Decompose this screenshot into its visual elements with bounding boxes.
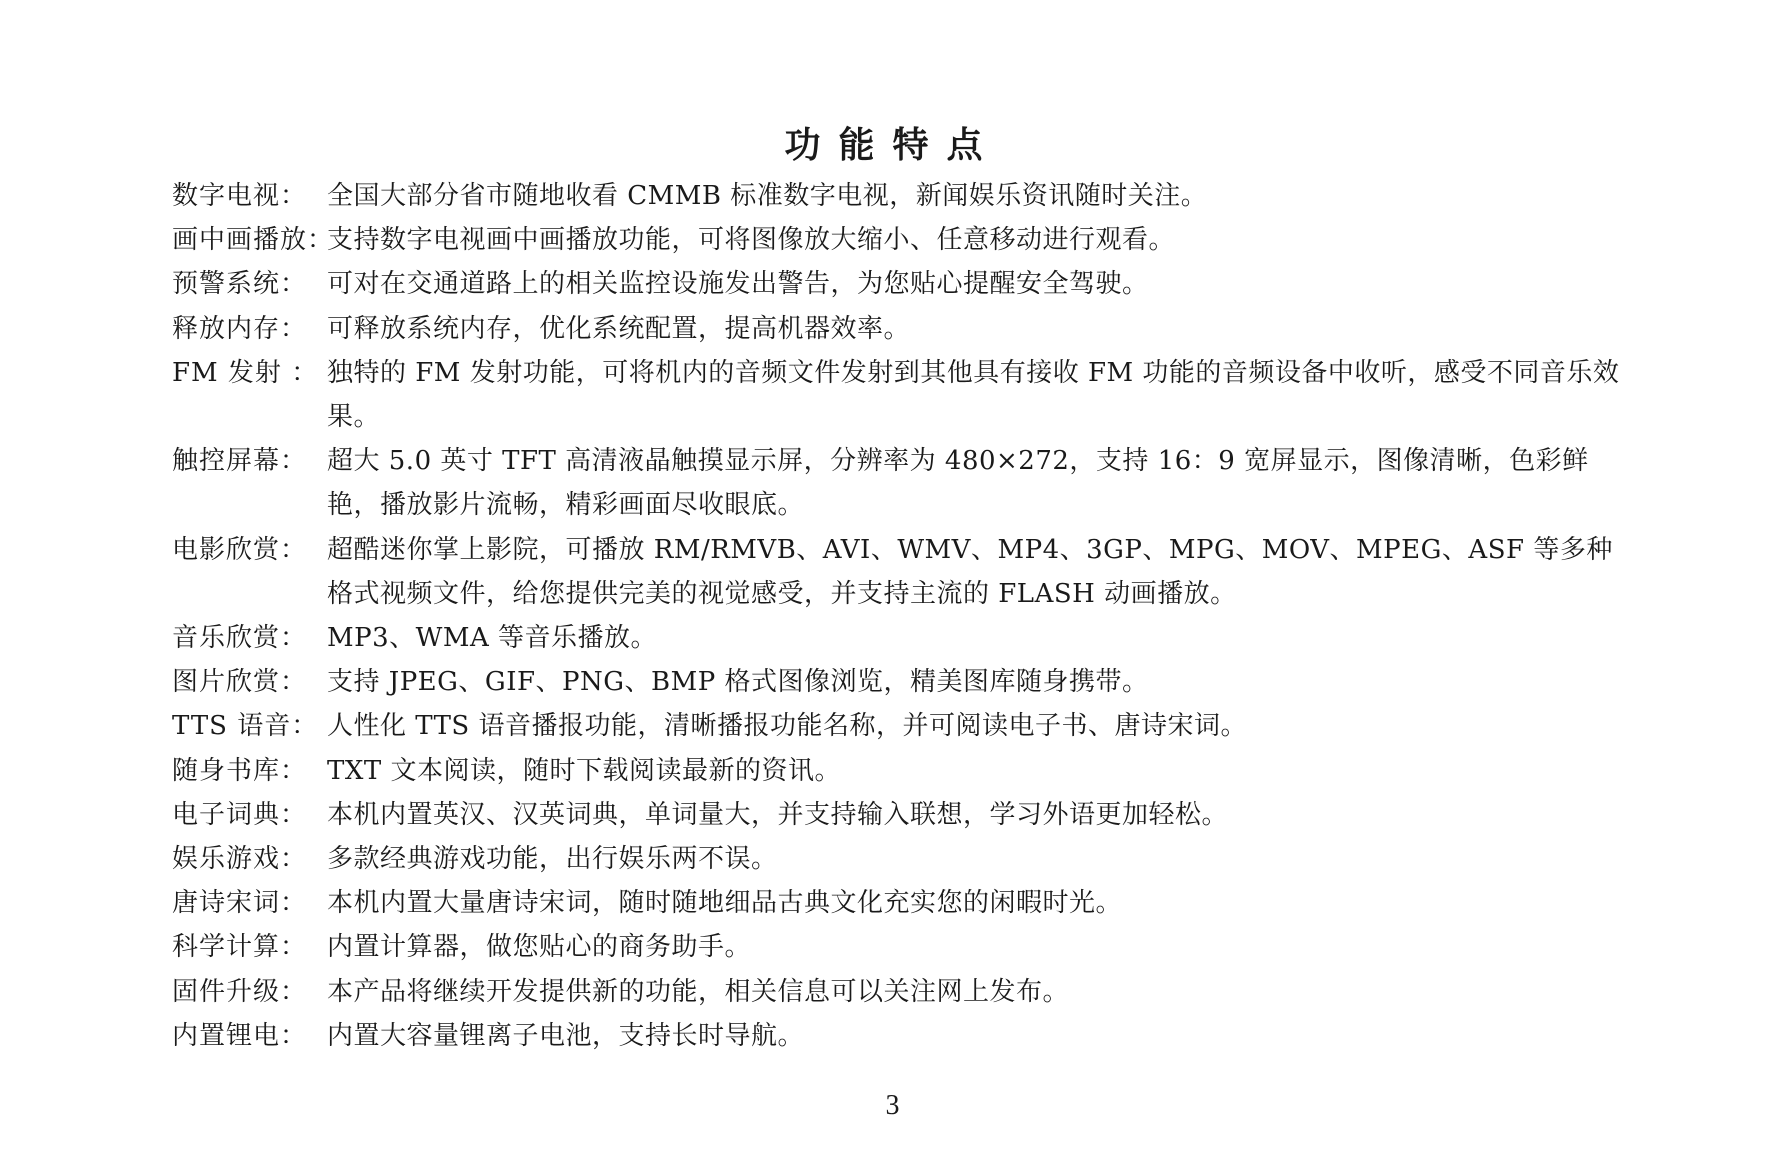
feature-label: 唐诗宋词：: [172, 888, 308, 919]
feature-description: MP3、WMA 等音乐播放。: [327, 623, 658, 654]
feature-item-ebook-library: [172, 749, 1632, 793]
feature-label: 画中画播放：: [172, 225, 335, 256]
feature-item-music: [172, 616, 1632, 660]
feature-item-picture-in-picture: [172, 218, 1632, 262]
feature-label: 电子词典：: [172, 799, 308, 830]
feature-description: TXT 文本阅读，随时下载阅读最新的资讯。: [327, 755, 841, 786]
feature-description: 支持 JPEG、GIF、PNG、BMP 格式图像浏览，精美图库随身携带。: [327, 667, 1149, 698]
feature-item-calculator: [172, 925, 1632, 969]
feature-label: 电影欣赏：: [172, 534, 308, 565]
feature-label: FM 发射 ：: [172, 357, 319, 388]
page-title: 功能特点: [784, 125, 1001, 167]
feature-item-movies: [172, 528, 1632, 616]
feature-label: 数字电视：: [172, 181, 308, 211]
feature-label: 预警系统：: [172, 269, 308, 300]
feature-description: 人性化 TTS 语音播报功能，清晰播报功能名称，并可阅读电子书、唐诗宋词。: [327, 711, 1248, 742]
feature-item-poetry: [172, 881, 1632, 925]
feature-item-dictionary: [172, 793, 1632, 837]
feature-description: 本机内置英汉、汉英词典，单词量大，并支持输入联想，学习外语更加轻松。: [327, 799, 1229, 830]
feature-description: 支持数字电视画中画播放功能，可将图像放大缩小、任意移动进行观看。: [327, 225, 1176, 256]
feature-item-pictures: [172, 660, 1632, 704]
feature-label: 释放内存：: [172, 313, 308, 344]
feature-item-tts-voice: [172, 704, 1632, 748]
feature-item-fm-transmitter: [172, 351, 1632, 439]
feature-item-warning-system: [172, 262, 1632, 306]
feature-label: 触控屏幕：: [172, 446, 308, 477]
feature-description: 可对在交通道路上的相关监控设施发出警告，为您贴心提醒安全驾驶。: [327, 269, 1149, 300]
feature-description: 全国大部分省市随地收看 CMMB 标准数字电视，新闻娱乐资讯随时关注。: [327, 181, 1208, 211]
feature-label: 科学计算：: [172, 932, 308, 963]
feature-description: 独特的 FM 发射功能，可将机内的音频文件发射到其他具有接收 FM 功能的音频设备中收听，感受不同音乐效果。: [327, 357, 1620, 433]
feature-item-free-memory: [172, 307, 1632, 351]
feature-description: 可释放系统内存，优化系统配置，提高机器效率。: [327, 313, 911, 344]
feature-item-firmware-upgrade: [172, 970, 1632, 1014]
feature-description: 超大 5.0 英寸 TFT 高清液晶触摸显示屏，分辨率为 480×272，支持 16：9 宽屏显示，图像清晰，色彩鲜艳，播放影片流畅，精彩画面尽收眼底。: [327, 446, 1589, 521]
feature-description: 超酷迷你掌上影院，可播放 RM/RMVB、AVI、WMV、MP4、3GP、MPG、MOV、MPEG、ASF 等多种格式视频文件，给您提供完美的视觉感受，并支持主流的 FLASH 动画播放。: [327, 534, 1613, 609]
feature-label: 随身书库：: [172, 755, 308, 786]
feature-label: TTS 语音：: [172, 711, 319, 742]
feature-label: 固件升级：: [172, 976, 308, 1007]
feature-label: 音乐欣赏：: [172, 623, 308, 654]
feature-description: 内置大容量锂离子电池，支持长时导航。: [327, 1020, 805, 1051]
feature-item-games: [172, 837, 1632, 881]
feature-description: 多款经典游戏功能，出行娱乐两不误。: [327, 844, 778, 875]
feature-label: 娱乐游戏：: [172, 844, 308, 875]
feature-item-lithium-battery: [172, 1014, 1632, 1058]
feature-description: 本产品将继续开发提供新的功能，相关信息可以关注网上发布。: [327, 976, 1070, 1007]
feature-description: 本机内置大量唐诗宋词，随时随地细品古典文化充实您的闲暇时光。: [327, 888, 1123, 919]
page-number: 3: [885, 1090, 900, 1121]
feature-list: [172, 174, 1632, 1058]
feature-description: 内置计算器，做您贴心的商务助手。: [327, 932, 752, 963]
feature-item-touch-screen: [172, 439, 1632, 527]
feature-item-digital-tv: [172, 174, 1632, 218]
feature-label: 内置锂电：: [172, 1020, 308, 1051]
feature-label: 图片欣赏：: [172, 667, 308, 698]
